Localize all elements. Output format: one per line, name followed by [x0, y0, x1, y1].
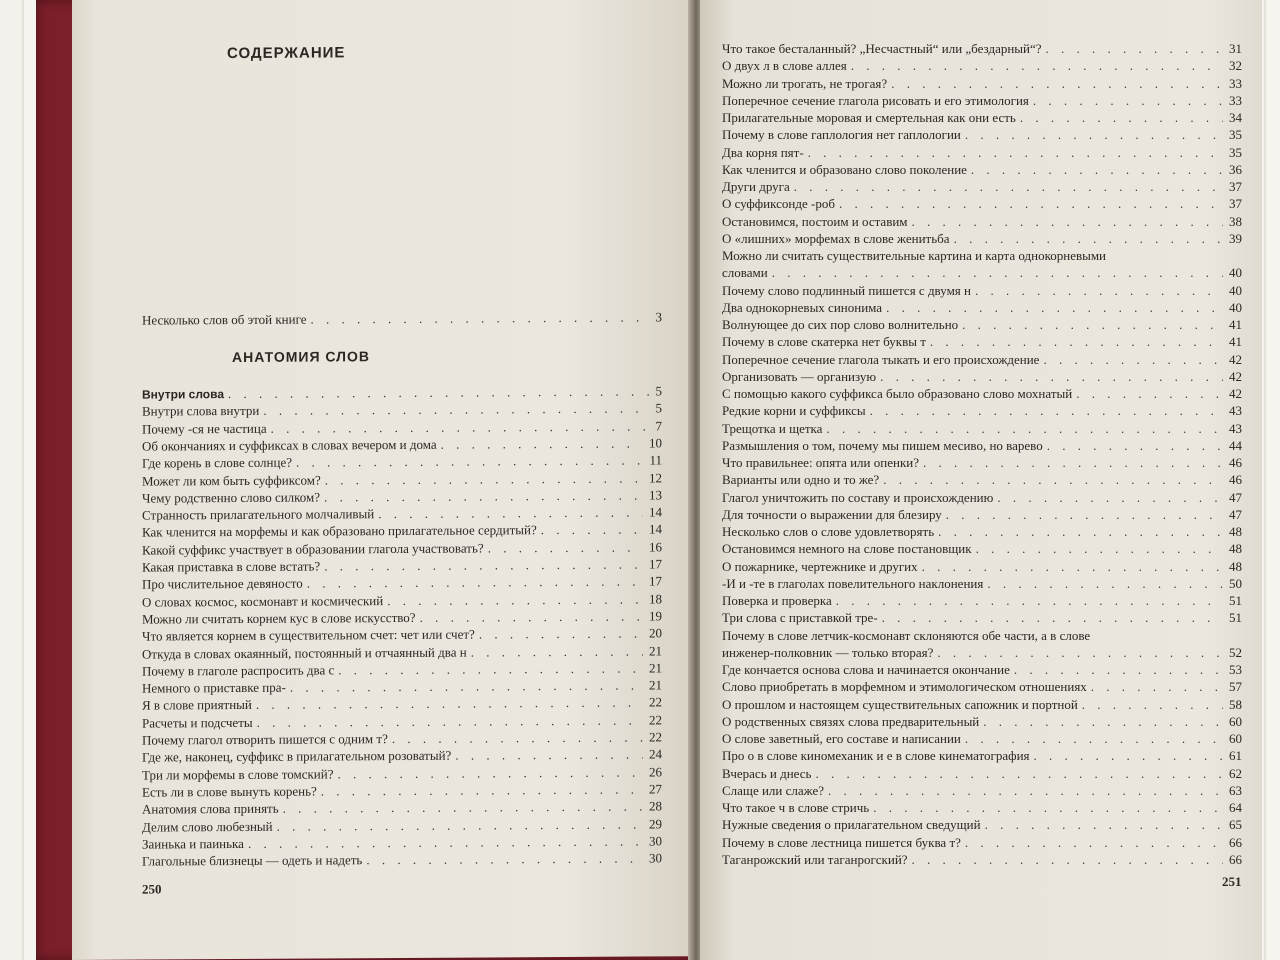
toc-entry-page: 40 — [1229, 265, 1242, 281]
toc-entry-page: 48 — [1229, 524, 1242, 539]
toc-entry — [722, 316, 1242, 333]
toc-entry-page: 65 — [1229, 817, 1242, 833]
toc-entry-text: О словах космос, космонавт и космический — [142, 592, 384, 610]
toc-entry-page: 35 — [1229, 144, 1242, 160]
toc-entry-text: Про числительное девяносто — [142, 575, 303, 592]
toc-entry-text: Прилагательные моровая и смертельная как они есть — [722, 110, 1016, 125]
leader-dots — [937, 644, 1223, 661]
toc-entry — [722, 730, 1242, 747]
toc-entry — [722, 195, 1242, 212]
toc-entry-text: Немного о приставке пра- — [142, 679, 286, 696]
leader-dots — [283, 798, 643, 817]
leader-dots — [488, 538, 643, 556]
toc-entry — [722, 264, 1242, 281]
toc-entry — [722, 834, 1242, 851]
toc-entry-page: 33 — [1229, 92, 1242, 108]
toc-entry-page: 43 — [1229, 403, 1242, 419]
toc-entry-page: 11 — [649, 452, 662, 468]
toc-entry — [722, 644, 1242, 661]
leader-dots — [378, 504, 643, 523]
toc-entry-page: 41 — [1229, 317, 1242, 332]
toc-entry-page: 64 — [1229, 800, 1242, 815]
toc-entry — [722, 661, 1242, 678]
toc-entry-page: 14 — [649, 504, 662, 520]
leader-dots — [880, 368, 1223, 385]
intro-entry — [142, 308, 662, 328]
toc-entry-page: 29 — [649, 815, 662, 831]
toc-entry-text: Размышления о том, почему мы пишем месиво, но варево — [722, 437, 1043, 453]
leader-dots — [873, 799, 1223, 816]
toc-entry — [722, 816, 1242, 833]
toc-entry-page: 7 — [655, 417, 662, 434]
toc-entry — [722, 161, 1242, 178]
leader-dots — [248, 832, 643, 851]
toc-entry-text: Редкие корни и суффиксы — [722, 403, 866, 419]
leader-dots — [325, 469, 643, 488]
leader-dots — [324, 486, 643, 505]
leader-dots — [971, 161, 1223, 178]
toc-entry-text: Заинька и паинька — [142, 835, 244, 852]
toc-entry-text: Глагол уничтожить по составу и происхождению — [722, 489, 994, 505]
toc-entry-text: Где кончается основа слова и начинается окончание — [722, 662, 1010, 677]
toc-entry-text: инженер-полковник — только вторая? — [722, 644, 934, 660]
leader-dots — [976, 540, 1223, 557]
toc-entry-page: 19 — [649, 608, 662, 624]
toc-entry — [722, 489, 1242, 506]
toc-entry-text: Можно ли считать существительные картина и карта однокорневыми — [722, 248, 1107, 263]
toc-entry-text: Трещотка и щетка — [722, 420, 823, 436]
toc-entry-text: Почему в слове лестница пишется буква т? — [722, 834, 961, 850]
leader-dots — [912, 213, 1223, 230]
toc-entry — [722, 75, 1242, 92]
leader-dots — [1076, 385, 1223, 402]
leader-dots — [256, 694, 643, 713]
toc-entry-text: Что такое бесталанный? „Несчастный“ или „бездарный“? — [722, 41, 1042, 56]
toc-entry-text: О суффиксонде -роб — [722, 196, 835, 212]
toc-entry-page: 5 — [655, 383, 662, 399]
leader-dots — [271, 417, 650, 436]
leader-dots — [1047, 437, 1223, 454]
toc-entry-page: 13 — [649, 487, 662, 503]
toc-entry-text: Что такое ч в слове стричь — [722, 800, 870, 815]
toc-entry-page: 48 — [1229, 558, 1242, 574]
toc-entry — [722, 523, 1242, 540]
leader-dots — [311, 308, 650, 327]
leader-dots — [1043, 351, 1223, 368]
toc-entry — [722, 627, 1242, 644]
toc-entry-page: 66 — [1229, 834, 1242, 850]
toc-entry-page: 42 — [1229, 351, 1242, 367]
leader-dots — [263, 400, 649, 419]
toc-entry-page: 46 — [1229, 472, 1242, 488]
leader-dots — [828, 782, 1223, 799]
right-page-number: 251 — [1222, 874, 1242, 889]
leader-dots — [997, 489, 1223, 506]
toc-entry-page: 62 — [1229, 765, 1242, 781]
leader-dots — [1033, 92, 1223, 109]
leader-dots — [441, 434, 643, 452]
leader-dots — [923, 454, 1223, 471]
toc-entry-page: 14 — [649, 521, 662, 537]
toc-entry-text: Анатомия слова принять — [142, 800, 279, 817]
toc-entry-text: Слово приобретать в морфемном и этимологическом отношениях — [722, 679, 1087, 695]
toc-entry-page: 21 — [649, 677, 662, 693]
leader-dots — [836, 592, 1223, 609]
toc-entry-page: 24 — [649, 746, 662, 762]
toc-entry-text: Может ли ком быть суффиксом? — [142, 471, 321, 489]
toc-entry-page: 38 — [1229, 213, 1242, 229]
leader-dots — [1014, 661, 1223, 678]
toc-entry — [722, 351, 1242, 368]
toc-entry-page: 46 — [1229, 455, 1242, 470]
leader-dots — [366, 850, 643, 869]
toc-entry-text: Почему в глаголе распросить два с — [142, 662, 335, 679]
toc-entry-page: 22 — [649, 694, 662, 710]
toc-entry-text: Поперечное сечение глагола рисовать и его этимология — [722, 92, 1029, 108]
leader-dots — [420, 607, 643, 625]
toc-entry-text: О двух л в слове аллея — [722, 58, 847, 74]
leader-dots — [882, 609, 1223, 626]
leader-dots — [338, 659, 643, 678]
leader-dots — [891, 75, 1223, 92]
toc-entry-text: Поперечное сечение глагола тыкать и его происхождение — [722, 351, 1040, 367]
toc-entry-page: 60 — [1229, 713, 1242, 729]
toc-entry — [722, 713, 1242, 730]
toc-entry-page: 27 — [649, 781, 662, 797]
toc-entry-text: Внутри слова — [142, 387, 225, 402]
leader-dots — [479, 625, 643, 643]
toc-entry-text: Почему в слове скатерка нет буквы т — [722, 334, 926, 350]
leader-dots — [277, 815, 643, 834]
toc-entry — [722, 420, 1242, 437]
toc-entry — [722, 126, 1242, 143]
intro-entry-page: 3 — [655, 309, 662, 325]
toc-entry — [722, 368, 1242, 385]
leader-dots — [826, 420, 1223, 437]
toc-entry-page: 34 — [1229, 110, 1242, 125]
toc-entry — [722, 333, 1242, 350]
toc-entry-text: С помощью какого суффикса было образовано слово мохнатый — [722, 386, 1073, 401]
leader-dots — [965, 126, 1223, 143]
toc-entry-page: 18 — [649, 590, 662, 607]
toc-entry — [722, 40, 1242, 57]
toc-entry — [722, 678, 1242, 695]
leader-dots — [886, 299, 1223, 316]
toc-entry-page: 36 — [1229, 161, 1242, 177]
leader-dots — [987, 575, 1223, 592]
toc-entry-text: Организовать — организую — [722, 368, 877, 384]
toc-entry — [722, 385, 1242, 402]
toc-entry-text: Делим слово любезный — [142, 818, 273, 835]
toc-entry-text: -И и -те в глаголах повелительного наклонения — [722, 575, 984, 591]
toc-entry-page: 41 — [1229, 334, 1242, 350]
leader-dots — [321, 780, 643, 799]
leader-dots — [337, 763, 643, 782]
toc-entry-text: Как членится и образовано слово поколение — [722, 161, 967, 177]
toc-entry-text: Остановимся немного на слове постановщик — [722, 541, 972, 557]
toc-entry-text: Для точности о выражении для блезиру — [722, 506, 942, 522]
toc-entry-text: О «лишних» морфемах в слове женитьба — [722, 230, 950, 246]
toc-entry-page: 58 — [1229, 696, 1242, 712]
toc-entry — [722, 402, 1242, 419]
left-page-number: 250 — [142, 881, 162, 897]
toc-entry-text: Я в слове приятный — [142, 697, 252, 713]
toc-entry-page: 21 — [649, 660, 662, 676]
toc-entry-page: 47 — [1229, 489, 1242, 505]
toc-entry-text: Два однокорневых синонима — [722, 299, 883, 315]
toc-entry-text: Что является корнем в существительном счет: чет или счет? — [142, 626, 475, 644]
toc-entry-text: Где же, наконец, суффикс в прилагательном розоватый? — [142, 747, 452, 765]
leader-dots — [1034, 747, 1224, 764]
toc-entry-page: 32 — [1229, 58, 1242, 74]
toc-entry-text: Что правильнее: опята или опенки? — [722, 455, 919, 470]
toc-entry — [722, 144, 1242, 161]
toc-entry-text: Почему в слове летчик-космонавт склоняются обе части, а в слове — [722, 627, 1091, 643]
toc-entry — [722, 799, 1242, 816]
left-page — [72, 0, 690, 960]
toc-entry-page: 16 — [649, 539, 662, 555]
toc-entry-page: 48 — [1229, 541, 1242, 557]
toc-entry-text: О пожарнике, чертежнике и других — [722, 558, 918, 574]
toc-entry-page: 40 — [1229, 299, 1242, 315]
toc-entry-text: Два корня пят- — [722, 144, 804, 160]
toc-entry — [722, 592, 1242, 609]
toc-entry-page: 30 — [649, 850, 662, 866]
toc-entry-page: 50 — [1229, 575, 1242, 591]
leader-dots — [324, 556, 643, 575]
toc-entry — [722, 782, 1242, 799]
toc-entry — [722, 109, 1242, 126]
leader-dots — [387, 590, 643, 609]
leader-dots — [975, 282, 1223, 299]
toc-entry-text: Остановимся, постоим и оставим — [722, 213, 908, 229]
toc-entry-text: Почему глагол отворить пишется с одним т? — [142, 731, 388, 748]
leader-dots — [772, 264, 1223, 281]
toc-entry — [722, 454, 1242, 471]
toc-entry-text: Можно ли считать корнем кус в слове искусство? — [142, 609, 416, 627]
toc-entry-text: Чему родственно слово силком? — [142, 489, 321, 506]
toc-entry-text: Нужные сведения о прилагательном сведущий — [722, 817, 981, 833]
toc-entry — [722, 57, 1242, 74]
intro-entry-text: Несколько слов об этой книге — [142, 311, 307, 328]
toc-entry-text: О слове заветный, его составе и написании — [722, 731, 961, 746]
toc-entry-page: 21 — [649, 642, 662, 658]
leader-dots — [455, 746, 643, 764]
toc-entry-page: 20 — [649, 625, 662, 641]
leader-dots — [307, 573, 643, 592]
leader-dots — [938, 523, 1223, 540]
toc-entry — [722, 609, 1242, 626]
toc-entry-text: Про о в слове киномеханик и е в слове кинематография — [722, 748, 1030, 764]
section-title: АНАТОМИЯ СЛОВ — [232, 348, 370, 366]
toc-entry-page: 28 — [649, 798, 662, 814]
toc-entry-page: 37 — [1229, 179, 1242, 194]
toc-entry-page: 42 — [1229, 368, 1242, 384]
toc-entry-text: Слаще или слаже? — [722, 782, 824, 798]
toc-entry — [722, 437, 1242, 454]
toc-entry-page: 5 — [655, 400, 662, 416]
toc-entry-page: 57 — [1229, 679, 1242, 695]
toc-entry-page: 53 — [1229, 662, 1242, 677]
toc-entry — [722, 696, 1242, 713]
toc-entry-page: 63 — [1229, 782, 1242, 798]
toc-entry — [722, 247, 1242, 264]
toc-entry-text: Глагольные близнецы — одеть и надеть — [142, 852, 363, 869]
toc-entry-page: 40 — [1229, 282, 1242, 298]
toc-entry-text: Странность прилагательного молчаливый — [142, 506, 375, 523]
toc-entry-text: О прошлом и настоящем существительных сапожник и портной — [722, 696, 1078, 712]
toc-entry-text: Об окончаниях и суффиксах в словах вечером и дома — [142, 436, 437, 454]
toc-entry-text: Расчеты и подсчеты — [142, 714, 253, 731]
leader-dots — [965, 834, 1223, 851]
toc-entry-text: Несколько слов о слове удовлетворять — [722, 524, 935, 539]
toc-entry-page: 60 — [1229, 731, 1242, 746]
leader-dots — [883, 471, 1223, 488]
leader-dots — [839, 195, 1223, 212]
leader-dots — [794, 178, 1223, 195]
toc-entry-page: 22 — [649, 712, 662, 728]
toc-entry — [722, 230, 1242, 247]
toc-entry-text: Есть ли в слове вынуть корень? — [142, 783, 317, 800]
toc-entry-text: Внутри слова внутри — [142, 403, 260, 419]
toc-entry-page: 31 — [1229, 41, 1242, 56]
toc-entry-page: 17 — [649, 556, 662, 572]
toc-entry — [722, 92, 1242, 109]
toc-entry — [722, 851, 1242, 868]
leader-dots — [1082, 696, 1223, 713]
toc-entry-page: 43 — [1229, 420, 1242, 436]
toc-entry-text: Три ли морфемы в слове томский? — [142, 765, 334, 783]
toc-entry-page: 52 — [1229, 644, 1242, 660]
toc-entry-text: словами — [722, 265, 768, 281]
toc-entry-text: Волнующее до сих пор слово волнительно — [722, 317, 959, 332]
toc-entry-text: Други друга — [722, 179, 790, 194]
leader-dots — [954, 230, 1223, 247]
toc-entry-text: Какой суффикс участвует в образовании глагола участвовать? — [142, 540, 484, 558]
toc-entry — [722, 747, 1242, 764]
leader-dots — [870, 402, 1223, 419]
toc-entry — [722, 540, 1242, 557]
toc-entry-text: Почему слово подлинный пишется с двумя н — [722, 282, 971, 298]
leader-dots — [815, 765, 1223, 782]
toc-entry-text: Какая приставка в слове встать? — [142, 558, 321, 575]
toc-entry-text: Таганрожский или таганрогский? — [722, 851, 908, 867]
toc-entry-text: Можно ли трогать, не трогая? — [722, 75, 888, 91]
toc-entry-page: 42 — [1229, 386, 1242, 401]
toc-entry-page: 37 — [1229, 196, 1242, 212]
toc-entry-text: О родственных связях слова предварительный — [722, 713, 980, 729]
leader-dots — [1091, 678, 1223, 695]
leader-dots — [808, 144, 1223, 161]
toc-entry-page: 26 — [649, 763, 662, 780]
toc-entry-text: Три слова с приставкой тре- — [722, 610, 878, 626]
toc-entry-page: 61 — [1229, 748, 1242, 764]
toc-entry — [722, 765, 1242, 782]
leader-dots — [392, 729, 643, 748]
toc-entry — [722, 299, 1242, 316]
toc-entry-page: 66 — [1229, 851, 1242, 867]
toc-entry-page: 22 — [649, 729, 662, 745]
leader-dots — [290, 677, 643, 696]
toc-entry-page: 12 — [649, 469, 662, 485]
toc-entry-page: 47 — [1229, 506, 1242, 522]
toc-entry-page: 39 — [1229, 230, 1242, 246]
leader-dots — [912, 851, 1223, 868]
leader-dots — [1020, 109, 1223, 126]
leader-dots — [985, 816, 1223, 833]
leader-dots — [228, 382, 649, 402]
toc-entry-page: 10 — [649, 435, 662, 451]
toc-entry-text: Вчерась и днесь — [722, 765, 812, 781]
toc-entry-text: Поверка и проверка — [722, 593, 832, 608]
toc-entry — [722, 558, 1242, 575]
toc-entry — [722, 213, 1242, 230]
leader-dots — [962, 316, 1223, 333]
toc-entry-page: 44 — [1229, 437, 1242, 453]
leader-dots — [471, 642, 643, 660]
leader-dots — [541, 521, 643, 539]
leader-dots — [965, 730, 1223, 747]
toc-entry-text: Где корень в слове солнце? — [142, 454, 293, 471]
right-page — [700, 0, 1262, 960]
toc-entry-page: 33 — [1229, 75, 1242, 91]
toc-entry — [722, 282, 1242, 299]
toc-entry — [722, 575, 1242, 592]
leader-dots — [257, 711, 643, 730]
toc-entry-text: Почему в слове гаплология нет гаплологии — [722, 127, 961, 143]
toc-entry — [722, 506, 1242, 523]
toc-entry-page: 51 — [1229, 593, 1242, 608]
toc-entry-page: 35 — [1229, 127, 1242, 143]
toc-entry-text: Почему -ся не частица — [142, 420, 267, 437]
leader-dots — [1046, 40, 1223, 57]
toc-entry-page: 17 — [649, 573, 662, 589]
toc-entry — [722, 471, 1242, 488]
toc-entry-text: Как членится на морфемы и как образовано прилагательное сердитый? — [142, 522, 537, 540]
leader-dots — [930, 333, 1223, 350]
toc-entry-page: 51 — [1229, 610, 1242, 626]
leader-dots — [922, 558, 1223, 575]
contents-title: СОДЕРЖАНИЕ — [227, 44, 346, 63]
toc-entry-page: 30 — [649, 833, 662, 849]
toc-entry — [142, 849, 662, 869]
leader-dots — [983, 713, 1223, 730]
leader-dots — [946, 506, 1223, 523]
toc-entry-text: Откуда в словах окаянный, постоянный и отчаянный два н — [142, 644, 467, 662]
leader-dots — [296, 452, 643, 471]
toc-entry-text: Варианты или одно и то же? — [722, 472, 880, 488]
leader-dots — [851, 57, 1223, 74]
toc-entry — [722, 178, 1242, 195]
